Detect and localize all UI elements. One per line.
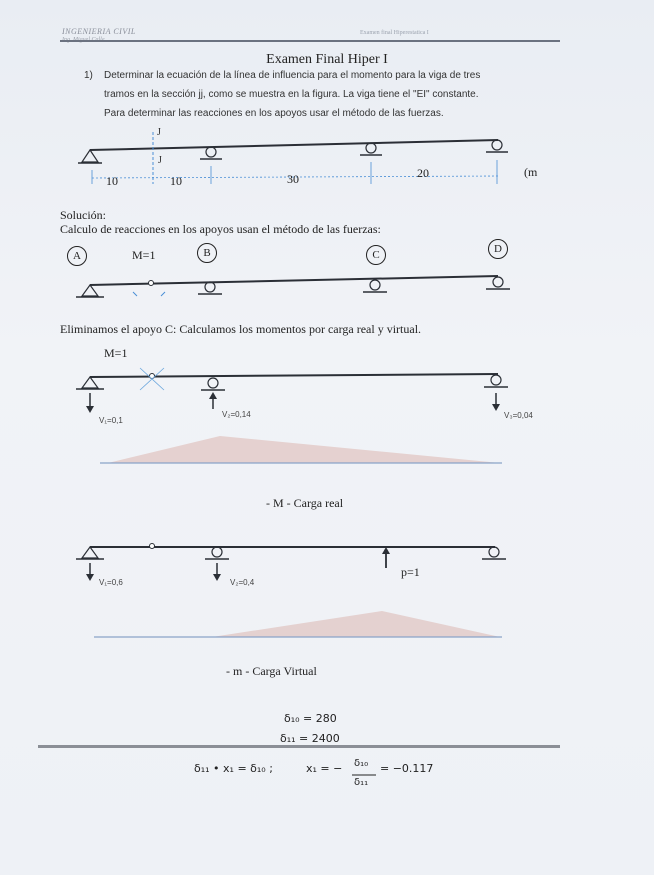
span-label-4: 20 bbox=[417, 166, 429, 180]
solution-label: Solución: bbox=[60, 208, 107, 222]
support-label-a: A bbox=[67, 246, 87, 266]
fraction-numerator: δ₁₀ bbox=[354, 758, 369, 769]
exam-title: Examen Final Hiper I bbox=[266, 52, 388, 67]
equation-d11: δ₁₁ = 2400 bbox=[280, 732, 340, 745]
problem-line-2: tramos en la sección jj, como se muestra en la figura. La viga tiene el "EI" constante. bbox=[104, 89, 479, 100]
moment-label-2: M=1 bbox=[104, 346, 128, 360]
fraction-denominator: δ₁₁ bbox=[354, 777, 369, 788]
problem-number: 1) bbox=[84, 70, 93, 81]
problem-line-1: Determinar la ecuación de la línea de influencia para el momento para la viga de tres bbox=[104, 70, 481, 81]
caption-virtual-load: - m - Carga Virtual bbox=[226, 664, 317, 678]
equation-x1-result: = −0.117 bbox=[380, 762, 434, 775]
equation-d10: δ₁₀ = 280 bbox=[284, 712, 337, 725]
span-label-2: 10 bbox=[170, 174, 182, 188]
equation-separator bbox=[38, 745, 560, 748]
section-label-top: J bbox=[157, 127, 161, 138]
header-institution: INGENIERIA CIVIL bbox=[62, 27, 136, 36]
span-label-1: 10 bbox=[106, 174, 118, 188]
figure2-beam bbox=[76, 276, 510, 297]
span-label-3: 30 bbox=[287, 172, 299, 186]
section-label-mid: J bbox=[158, 155, 162, 166]
equation-compatibility: δ₁₁ • x₁ = δ₁₀ ; bbox=[194, 762, 273, 775]
support-label-d: D bbox=[488, 239, 508, 259]
moment-label-1: M=1 bbox=[132, 248, 156, 262]
step-text: Eliminamos el apoyo C: Calculamos los momentos por carga real y virtual. bbox=[60, 322, 422, 336]
virtual-reaction-v2: V₂=0,4 bbox=[230, 578, 255, 587]
support-label-c: C bbox=[366, 245, 386, 265]
virtual-load-label: p=1 bbox=[401, 565, 420, 579]
caption-real-load: - M - Carga real bbox=[266, 496, 344, 510]
header-exam: Examen final Hiperestatica I bbox=[360, 30, 429, 36]
figure3-beam bbox=[76, 368, 508, 463]
virtual-reaction-v1: V₁=0,6 bbox=[99, 578, 123, 587]
equation-x1-lhs: x₁ = − bbox=[306, 762, 343, 775]
figure4-beam bbox=[76, 544, 506, 638]
reaction-v2: V₂=0,14 bbox=[222, 410, 251, 419]
reaction-v1: V₁=0,1 bbox=[99, 416, 123, 425]
solution-subtitle: Calculo de reacciones en los apoyos usan el método de las fuerzas: bbox=[60, 222, 381, 236]
support-label-b: B bbox=[197, 243, 217, 263]
unit-label: (m bbox=[524, 165, 538, 179]
problem-line-3: Para determinar las reacciones en los apoyos usar el método de las fuerzas. bbox=[104, 108, 444, 119]
reaction-v3: V₃=0,04 bbox=[504, 411, 533, 420]
